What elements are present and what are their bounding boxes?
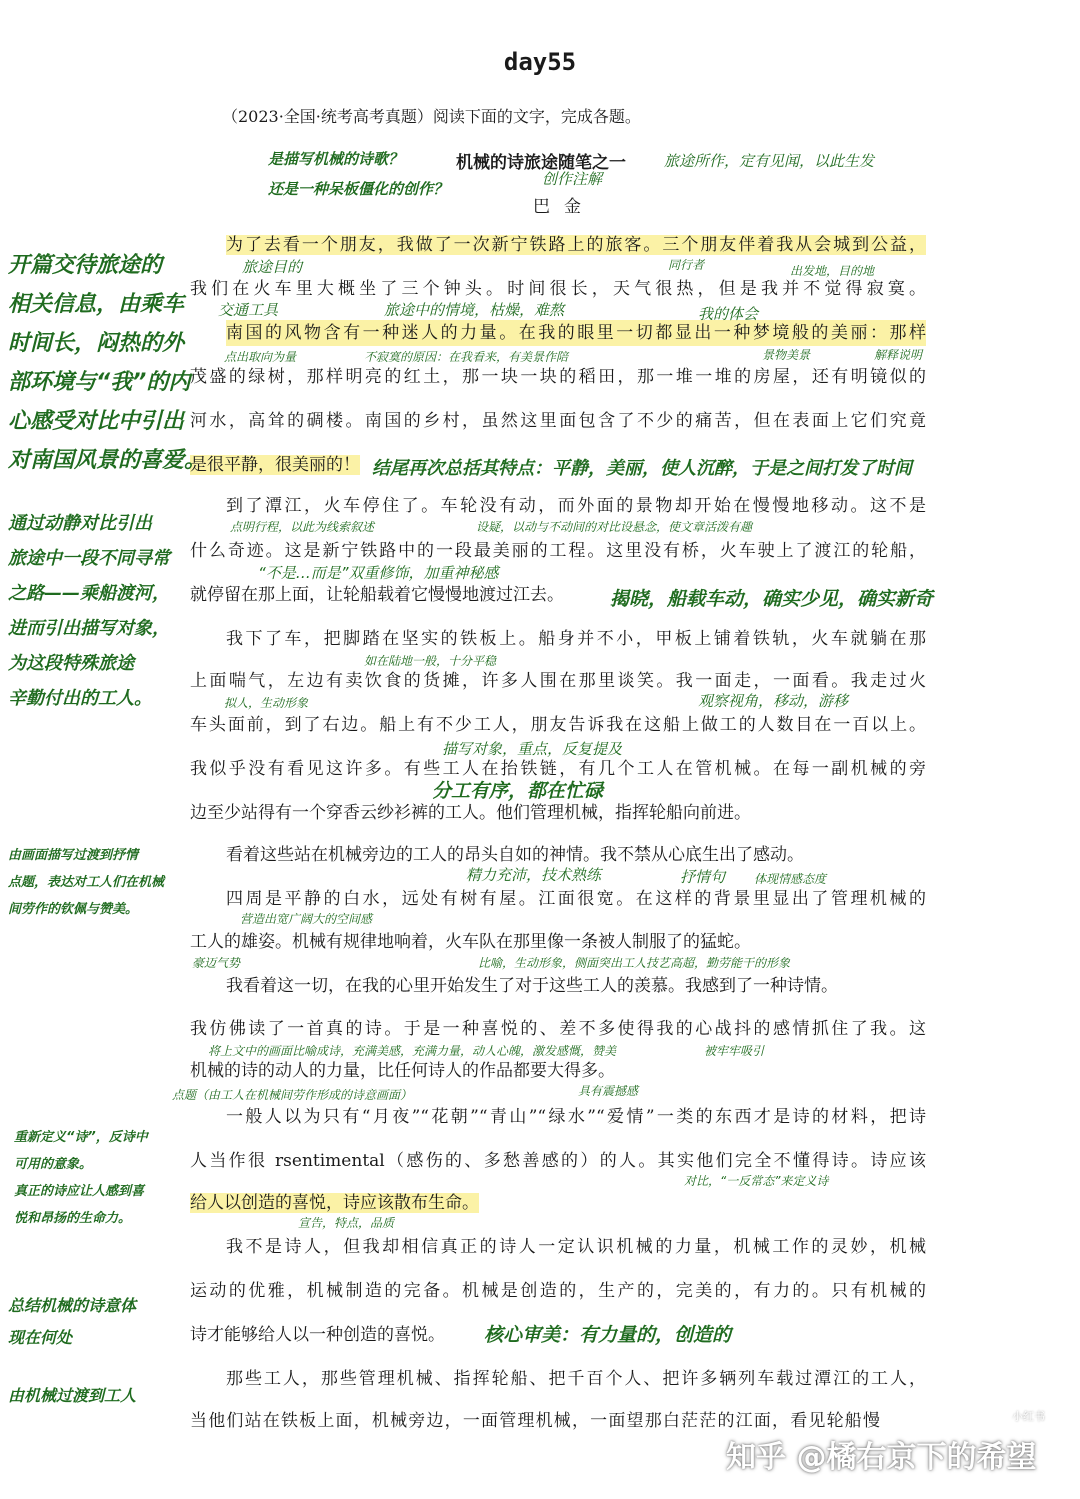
text-line: 那些工人，那些管理机械、指挥轮船、把千百个人、把许多辆列车载过潭江的工人， xyxy=(226,1369,926,1389)
annotation: 观察视角，移动，游移 xyxy=(698,692,849,710)
annotation: 描写对象，重点，反复提及 xyxy=(442,740,623,758)
annotation: 体现情感态度 xyxy=(754,872,827,886)
text-line: 当他们站在铁板上面，机械旁边，一面管理机械，一面望那白茫茫的江面，看见轮船慢 xyxy=(190,1411,880,1431)
annotation: 分工有序，都在忙碌 xyxy=(432,780,604,802)
annotation: 点出取向为量 xyxy=(224,350,297,364)
annotation: 营造出宽广阔大的空间感 xyxy=(240,912,373,926)
text-line: 边至少站得有一个穿香云纱衫裤的工人。他们管理机械，指挥轮船向前进。 xyxy=(190,803,751,823)
annotation: 解释说明 xyxy=(874,348,923,362)
annotation: 还是一种呆板僵化的创作？ xyxy=(268,180,449,198)
text-line: 车头面前，到了右边。船上有不少工人，朋友告诉我在这船上做工的人数目在一百以上。 xyxy=(190,715,926,735)
annotation: 创作注解 xyxy=(542,170,603,188)
annotation: 豪迈气势 xyxy=(192,956,241,970)
annotation: 核心审美：有力量的，创造的 xyxy=(484,1324,732,1346)
annotation: “不是…而是”双重修饰，加重神秘感 xyxy=(258,564,499,582)
text-line: 南国的风物含有一种迷人的力量。在我的眼里一切都显出一种梦境般的美丽：那样 xyxy=(226,320,926,346)
annotation: 被牢牢吸引 xyxy=(704,1044,765,1058)
text-line: 就停留在那上面，让轮船载着它慢慢地渡过江去。 xyxy=(190,585,564,605)
annotation: 宣告，特点，品质 xyxy=(298,1216,395,1230)
text-line: 人当作很 rsentimental（感伤的、多愁善感的）的人。其实他们完全不懂得诗。诗应该 xyxy=(190,1151,926,1171)
text-line: 四周是平静的白水，远处有树有屋。江面很宽。在这样的背景里显出了管理机械的 xyxy=(226,889,926,909)
margin-summary-4: 重新定义“诗”，反诗中 可用的意象。 真正的诗应让人感到喜 悦和昂扬的生命力。 xyxy=(14,1130,148,1226)
text-line: 我不是诗人，但我却相信真正的诗人一定认识机械的力量，机械工作的灵妙，机械 xyxy=(226,1237,926,1257)
annotation: 抒情句 xyxy=(680,868,726,886)
text-line: 一般人以为只有“月夜”“花朝”“青山”“绿水”“爱情”一类的东西才是诗的材料，把诗 xyxy=(226,1107,926,1127)
annotation: 对比，“一反常态”来定义诗 xyxy=(684,1174,829,1188)
annotation: 将上文中的画面比喻成诗，充满美感，充满力量，动人心魄，激发感慨，赞美 xyxy=(208,1044,617,1058)
text-line: 运动的优雅，机械制造的完备。机械是创造的，生产的，完美的，有力的。只有机械的 xyxy=(190,1281,926,1301)
text-line: 我仿佛读了一首真的诗。于是一种喜悦的、差不多使得我的心战抖的感情抓住了我。这 xyxy=(190,1019,926,1039)
watermark: 知乎 @橘右京下的希望 xyxy=(726,1440,1037,1475)
annotation: 拟人，生动形象 xyxy=(224,696,309,710)
text-line: 上面喘气，左边有卖饮食的货摊，许多人围在那里谈笑。我一面走，一面看。我走过火 xyxy=(190,671,926,691)
text-line: 我下了车，把脚踏在坚实的铁板上。船身并不小，甲板上铺着铁轨，火车就躺在那 xyxy=(226,629,926,649)
text-line: 我看着这一切，在我的心里开始发生了对于这些工人的羡慕。我感到了一种诗情。 xyxy=(226,976,838,996)
text-line: 机械的诗的动人的力量，比任何诗人的作品都要大得多。 xyxy=(190,1061,615,1081)
watermark-badge: 小红书 xyxy=(1012,1410,1045,1423)
annotation: 揭晓，船载车动，确实少见，确实新奇 xyxy=(610,588,934,610)
text-line: 给人以创造的喜悦，诗应该散布生命。 xyxy=(190,1193,479,1213)
annotation: 是描写机械的诗歌？ xyxy=(268,150,404,168)
margin-summary-3: 由画面描写过渡到抒情 点题，表达对工人们在机械 间劳作的钦佩与赞美。 xyxy=(8,848,165,917)
margin-summary-5: 总结机械的诗意体 现在何处 xyxy=(8,1296,137,1347)
annotation: 旅途所作，定有见闻，以此生发 xyxy=(664,152,875,170)
annotation: 设疑，以动与不动间的对比设悬念，使文章活泼有趣 xyxy=(476,520,753,534)
margin-summary-1: 开篇交待旅途的 相关信息，由乘车 时间长，闷热的外 部环境与“我”的内 心感受对比中引出 对南国风景的喜爱。 xyxy=(8,253,207,473)
annotation: 旅途中的情境，枯燥，难熬 xyxy=(384,301,565,319)
margin-summary-6: 由机械过渡到工人 xyxy=(8,1386,137,1405)
day-heading: day55 xyxy=(503,48,577,76)
text-line: 诗才能够给人以一种创造的喜悦。 xyxy=(190,1325,445,1345)
text-line: 茂盛的绿树，那样明亮的红土，那一块一块的稻田，那一堆一堆的房屋，还有明镜似的 xyxy=(190,367,926,387)
text-line: 什么奇迹。这是新宁铁路中的一段最美丽的工程。这里没有桥，火车驶上了渡江的轮船， xyxy=(190,541,926,561)
text-line: 是很平静，很美丽的！ xyxy=(190,455,360,475)
annotation: 结尾再次总括其特点：平静，美丽，使人沉醉，于是之间打发了时间 xyxy=(372,458,912,479)
exam-intro: （2023·全国·统考高考真题）阅读下面的文字，完成各题。 xyxy=(222,107,641,126)
annotation: 点明行程，以此为线索叙述 xyxy=(230,520,375,534)
text-line: 工人的雄姿。机械有规律地响着，火车队在那里像一条被人制服了的猛蛇。 xyxy=(190,932,751,952)
text-line: 到了潭江，火车停住了。车轮没有动，而外面的景物却开始在慢慢地移动。这不是 xyxy=(226,496,926,516)
annotation: 出发地，目的地 xyxy=(790,264,875,278)
annotation: 交通工具 xyxy=(218,301,279,319)
text-line: 河水，高耸的碉楼。南国的乡村，虽然这里面包含了不少的痛苦，但在表面上它们究竟 xyxy=(190,411,926,431)
annotation: 如在陆地一般，十分平稳 xyxy=(364,654,497,668)
text-line: 我们在火车里大概坐了三个钟头。时间很长，天气很热，但是我并不觉得寂寞。 xyxy=(190,279,926,299)
annotation: 我的体会 xyxy=(698,305,759,323)
text-line: 为了去看一个朋友，我做了一次新宁铁路上的旅客。三个朋友伴着我从会城到公益， xyxy=(226,235,926,255)
article-title: 机械的诗旅途随笔之一 xyxy=(456,153,626,173)
text-line: 我似乎没有看见这许多。有些工人在抬铁链，有几个工人在管机械。在每一副机械的旁 xyxy=(190,759,926,779)
annotation: 精力充沛，技术熟练 xyxy=(466,866,602,884)
annotation: 景物美景 xyxy=(762,348,811,362)
annotation: 比喻，生动形象，侧面突出工人技艺高超，勤劳能干的形象 xyxy=(478,956,791,970)
margin-summary-2: 通过动静对比引出 旅途中一段不同寻常 之路——乘船渡河， 进而引出描写对象， 为这段特殊旅途 辛勤付出的工人。 xyxy=(8,513,170,709)
annotation: 点题（由工人在机械间劳作形成的诗意画面） xyxy=(172,1088,413,1102)
annotation: 具有震撼感 xyxy=(578,1084,639,1098)
annotation: 旅途目的 xyxy=(242,258,303,276)
article-author: 巴金 xyxy=(533,197,595,217)
text-line: 看着这些站在机械旁边的工人的昂头自如的神情。我不禁从心底生出了感动。 xyxy=(226,845,804,865)
annotation: 同行者 xyxy=(668,258,705,272)
annotation: 不寂寞的原因：在我看来，有美景作陪 xyxy=(364,350,569,364)
